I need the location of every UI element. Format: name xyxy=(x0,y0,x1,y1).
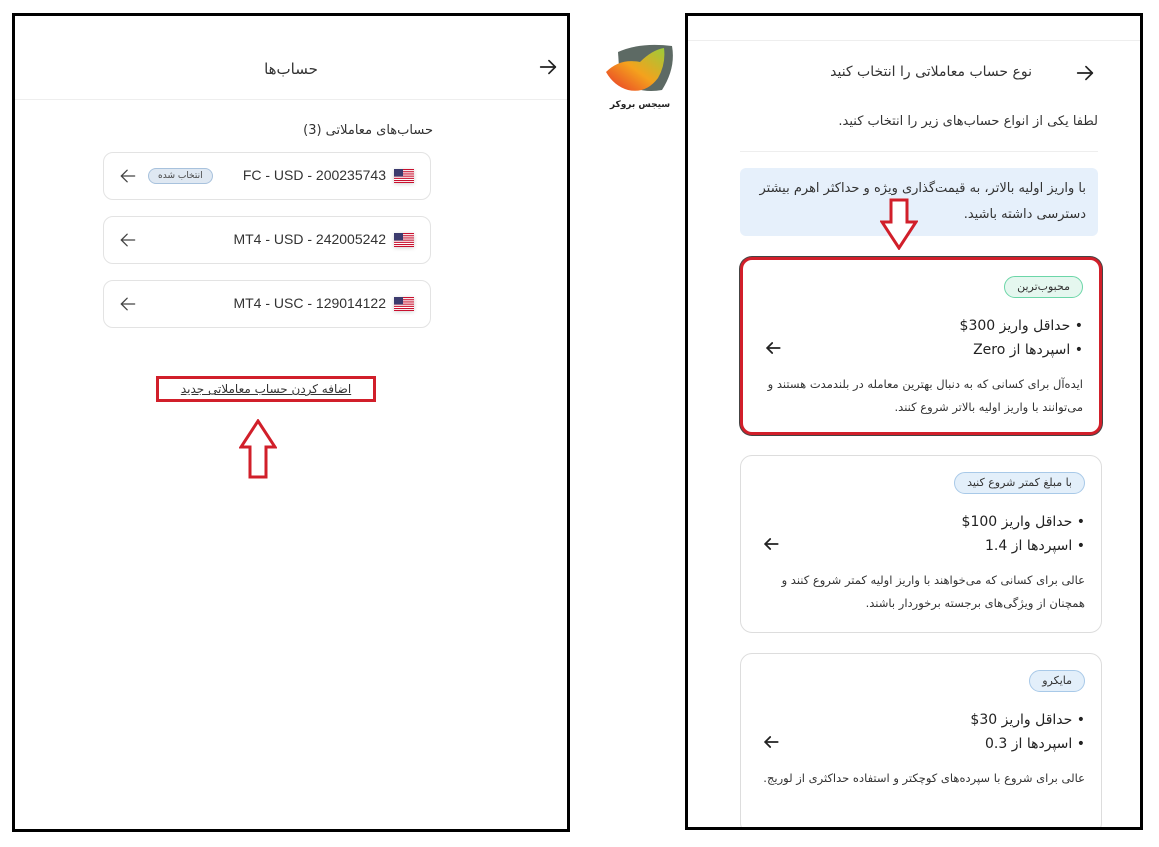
spread: • اسپردها از Zero xyxy=(973,342,1083,358)
annotation-up-arrow-icon xyxy=(239,419,277,479)
start-smaller-badge: با مبلغ کمتر شروع کنید xyxy=(954,472,1085,494)
account-type-header xyxy=(688,56,1140,86)
account-row[interactable] xyxy=(103,152,431,200)
arrow-right-icon[interactable] xyxy=(1074,62,1096,84)
min-deposit: • حداقل واریز 300$ xyxy=(959,318,1083,334)
card-description: عالی برای کسانی که می‌خواهند با واریز اولیه کمتر شروع کنند و همچنان از ویژگی‌های برجسته برخوردار باشند. xyxy=(781,573,1085,610)
divider xyxy=(688,40,1140,41)
card-features xyxy=(960,314,1083,362)
broker-logo xyxy=(600,38,680,118)
account-row[interactable] xyxy=(103,216,431,264)
min-deposit: • حداقل واریز 100$ xyxy=(961,514,1085,530)
section-title: حساب‌های معاملاتی (3) xyxy=(303,123,433,138)
account-type-screen xyxy=(685,13,1143,830)
account-name: MT4 - USC - 129014122 xyxy=(233,295,386,311)
arrow-left-icon xyxy=(761,732,781,752)
accounts-header xyxy=(15,16,567,100)
add-account-link[interactable]: اضافه کردن حساب معاملاتی جدید xyxy=(180,382,352,396)
arrow-left-icon xyxy=(761,534,781,554)
card-features xyxy=(970,708,1085,756)
account-name: FC - USD - 200235743 xyxy=(242,167,386,183)
selected-badge: انتخاب شده xyxy=(148,168,213,184)
account-type-card[interactable] xyxy=(740,653,1102,830)
card-features xyxy=(962,510,1085,558)
card-description: ایده‌آل برای کسانی که به دنبال بهترین معامله در بلندمدت هستند و می‌توانند با واریز اولیه بالاتر شروع کنند. xyxy=(767,377,1083,414)
logo-text: سیجس بروکر xyxy=(609,100,671,110)
us-flag-icon xyxy=(394,169,414,183)
spread: • اسپردها از 0.3 xyxy=(985,736,1085,752)
accounts-screen xyxy=(12,13,570,832)
popular-badge: محبوب‌ترین xyxy=(1004,276,1083,298)
account-name: MT4 - USD - 242005242 xyxy=(233,231,386,247)
account-type-card[interactable] xyxy=(740,257,1102,435)
page-title: نوع حساب معاملاتی را انتخاب کنید xyxy=(830,64,1032,80)
account-type-card[interactable] xyxy=(740,455,1102,633)
arrow-left-icon xyxy=(118,294,138,314)
page-subtitle: لطفا یکی از انواع حساب‌های زیر را انتخاب کنید. xyxy=(838,114,1098,129)
annotation-down-arrow-icon xyxy=(880,198,918,250)
arrow-right-icon[interactable] xyxy=(537,56,559,78)
micro-badge: مایکرو xyxy=(1029,670,1085,692)
us-flag-icon xyxy=(394,297,414,311)
arrow-left-icon xyxy=(763,338,783,358)
arrow-left-icon xyxy=(118,230,138,250)
card-description: عالی برای شروع با سپرده‌های کوچکتر و استفاده حداکثری از لوریج. xyxy=(763,771,1085,785)
us-flag-icon xyxy=(394,233,414,247)
spread: • اسپردها از 1.4 xyxy=(985,538,1085,554)
account-row[interactable] xyxy=(103,280,431,328)
page-title: حساب‌ها xyxy=(264,60,318,78)
min-deposit: • حداقل واریز 30$ xyxy=(970,712,1085,728)
logo-mark-icon xyxy=(600,38,680,100)
arrow-left-icon xyxy=(118,166,138,186)
divider xyxy=(740,151,1098,152)
annotation-highlight-box xyxy=(156,376,376,402)
info-banner: با واریز اولیه بالاتر، به قیمت‌گذاری ویژه و حداکثر اهرم بیشتر دسترسی داشته باشید. xyxy=(740,168,1098,236)
